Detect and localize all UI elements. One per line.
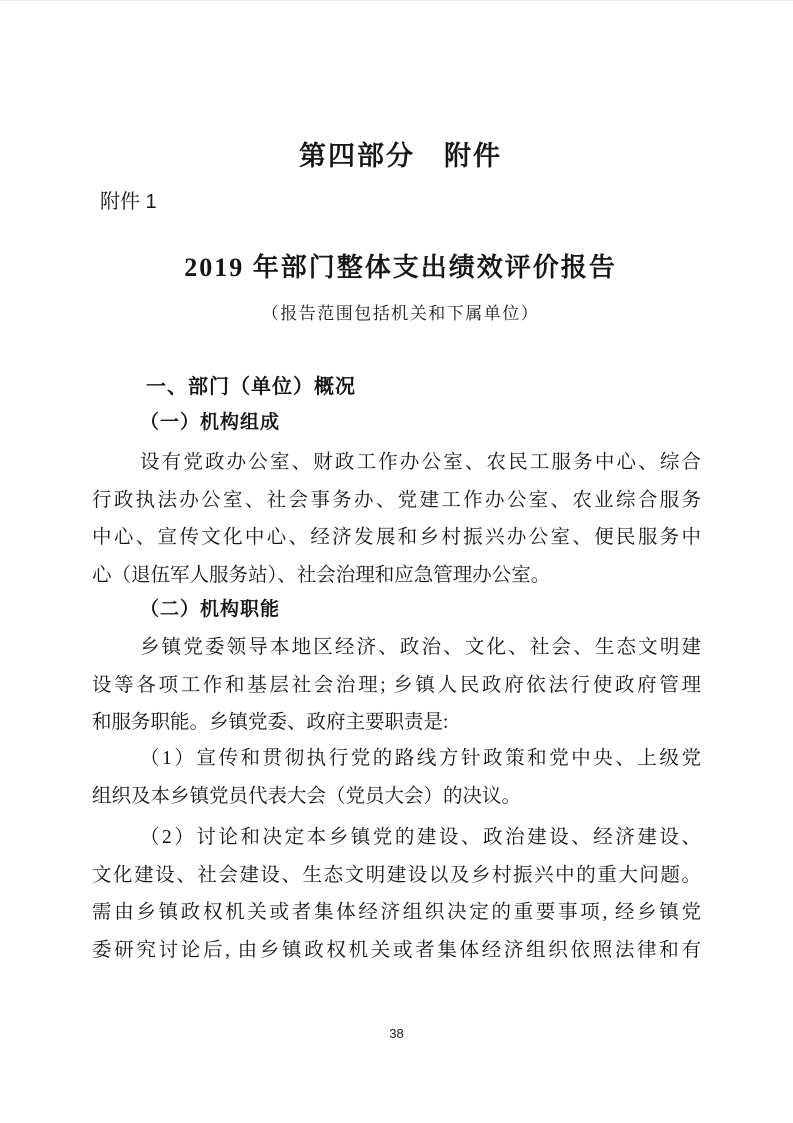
report-title: 2019 年部门整体支出绩效评价报告 [184,253,617,282]
paragraph-duty-1 [92,740,701,815]
text-line: 行政执法办公室、社会事务办、党建工作办公室、农业综合服务 [92,489,701,511]
text-line: 中心、宣传文化中心、经济发展和乡村振兴办公室、便民服务中 [92,527,701,548]
attachment-label: 附件 1 [100,191,157,213]
text-line: 需由乡镇政权机关或者集体经济组织决定的重要事项, 经乡镇党 [92,902,701,923]
paragraph-org-composition [92,444,701,594]
subsection-heading-org-composition: （一）机构组成 [140,412,281,433]
paragraph-duty-2 [92,819,701,969]
part-title: 第四部分 附件 [299,141,502,171]
subsection-heading-org-functions: （二）机构职能 [140,599,281,620]
text-line: （1）宣传和贯彻执行党的路线方针政策和党中央、上级党 [140,748,701,769]
section-heading-department-overview: 一、部门（单位）概况 [146,376,356,398]
text-line: 文化建设、社会建设、生态文明建设以及乡村振兴中的重大问题。 [92,864,701,886]
text-line: 组织及本乡镇党员代表大会（党员大会）的决议。 [92,785,522,807]
page-number: 38 [389,1026,404,1041]
text-line: 设等各项工作和基层社会治理; 乡镇人民政府依法行使政府管理 [92,674,701,696]
text-line: 设有党政办公室、财政工作办公室、农民工服务中心、综合 [140,452,701,473]
text-line: （2）讨论和决定本乡镇党的建设、政治建设、经济建设、 [140,827,701,848]
text-line: 心（退伍军人服务站）、社会治理和应急管理办公室。 [92,564,551,586]
text-line: 乡镇党委领导本地区经济、政治、文化、社会、生态文明建 [140,637,701,658]
text-line: 和服务职能。乡镇党委、政府主要职责是: [92,712,449,733]
text-line: 委研究讨论后, 由乡镇政权机关或者集体经济组织依照法律和有 [92,939,701,961]
paragraph-org-functions [92,629,701,742]
report-subtitle: （报告范围包括机关和下属单位） [261,304,540,323]
